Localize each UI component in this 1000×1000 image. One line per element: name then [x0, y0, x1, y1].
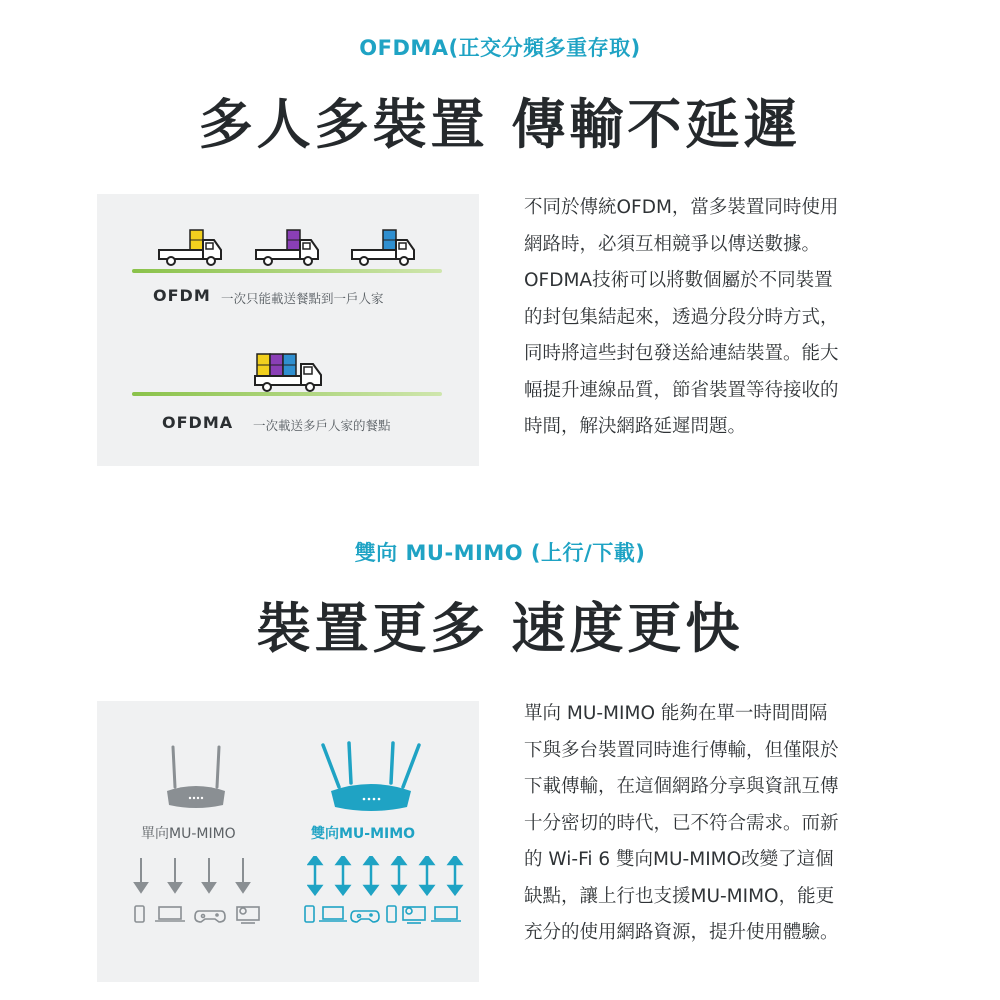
body-line: 幅提升連線品質，節省裝置等待接收的 — [524, 379, 839, 401]
body-line: 同時將這些封包發送給連結裝置。能大 — [524, 343, 839, 364]
ofdma-description: 一次載送多戶人家的餐點 — [253, 418, 391, 433]
body-line: 的封包集結起來，透過分段分時方式， — [524, 306, 839, 328]
body-line: 網路時，必須互相競爭以傳送數據。 — [524, 233, 821, 255]
body-line: 單向 MU-MIMO 能夠在單一時間間隔 — [524, 703, 828, 724]
dual-mu-mimo-label: 雙向MU-MIMO — [311, 826, 416, 842]
truck-icon — [253, 352, 323, 392]
ofdma-body-text — [524, 190, 904, 446]
ofdm-description: 一次只能載送餐點到一戶人家 — [221, 291, 384, 306]
body-line: 充分的使用網路資源，提升使用體驗。 — [524, 922, 839, 943]
body-line: 十分密切的時代，已不符合需求。而新 — [524, 812, 839, 834]
body-line: 下與多台裝置同時進行傳輸，但僅限於 — [524, 739, 839, 761]
router-icon — [163, 745, 229, 813]
mu-mimo-section — [0, 500, 1000, 1000]
device-icons-dual — [303, 903, 471, 925]
truck-icon — [157, 228, 223, 266]
device-icons-single — [133, 903, 273, 925]
truck-icon — [350, 228, 416, 266]
body-line: OFDMA技術可以將數個屬於不同裝置 — [524, 270, 833, 291]
ofdma-label: OFDMA — [162, 413, 234, 432]
body-line: 的 Wi-Fi 6 雙向MU-MIMO改變了這個 — [524, 849, 834, 870]
ofdma-headline: 多人多裝置 傳輸不延遲 — [198, 93, 802, 156]
single-mu-mimo-label: 單向MU-MIMO — [141, 826, 236, 842]
mu-mimo-eyebrow: 雙向 MU-MIMO (上行/下載) — [354, 541, 646, 565]
mu-mimo-illustration — [97, 701, 479, 982]
body-line: 下載傳輸，在這個網路分享與資訊互傳 — [524, 776, 839, 797]
download-arrows — [129, 856, 259, 894]
body-line: 時間，解決網路延遲問題。 — [524, 416, 747, 437]
body-line: 缺點，讓上行也支援MU-MIMO，能更 — [524, 885, 835, 907]
ofdm-label: OFDM — [153, 286, 211, 305]
road-line — [132, 392, 442, 396]
router-icon — [317, 741, 425, 815]
ofdm-illustration — [97, 194, 479, 466]
body-line: 不同於傳統OFDM，當多裝置同時使用 — [524, 197, 839, 218]
bidirectional-arrows — [307, 856, 467, 896]
ofdma-eyebrow: OFDMA(正交分頻多重存取) — [359, 36, 641, 60]
mu-mimo-headline: 裝置更多 速度更快 — [256, 597, 744, 660]
road-line — [132, 269, 442, 273]
truck-icon — [254, 228, 320, 266]
mu-mimo-body-text — [524, 696, 904, 952]
